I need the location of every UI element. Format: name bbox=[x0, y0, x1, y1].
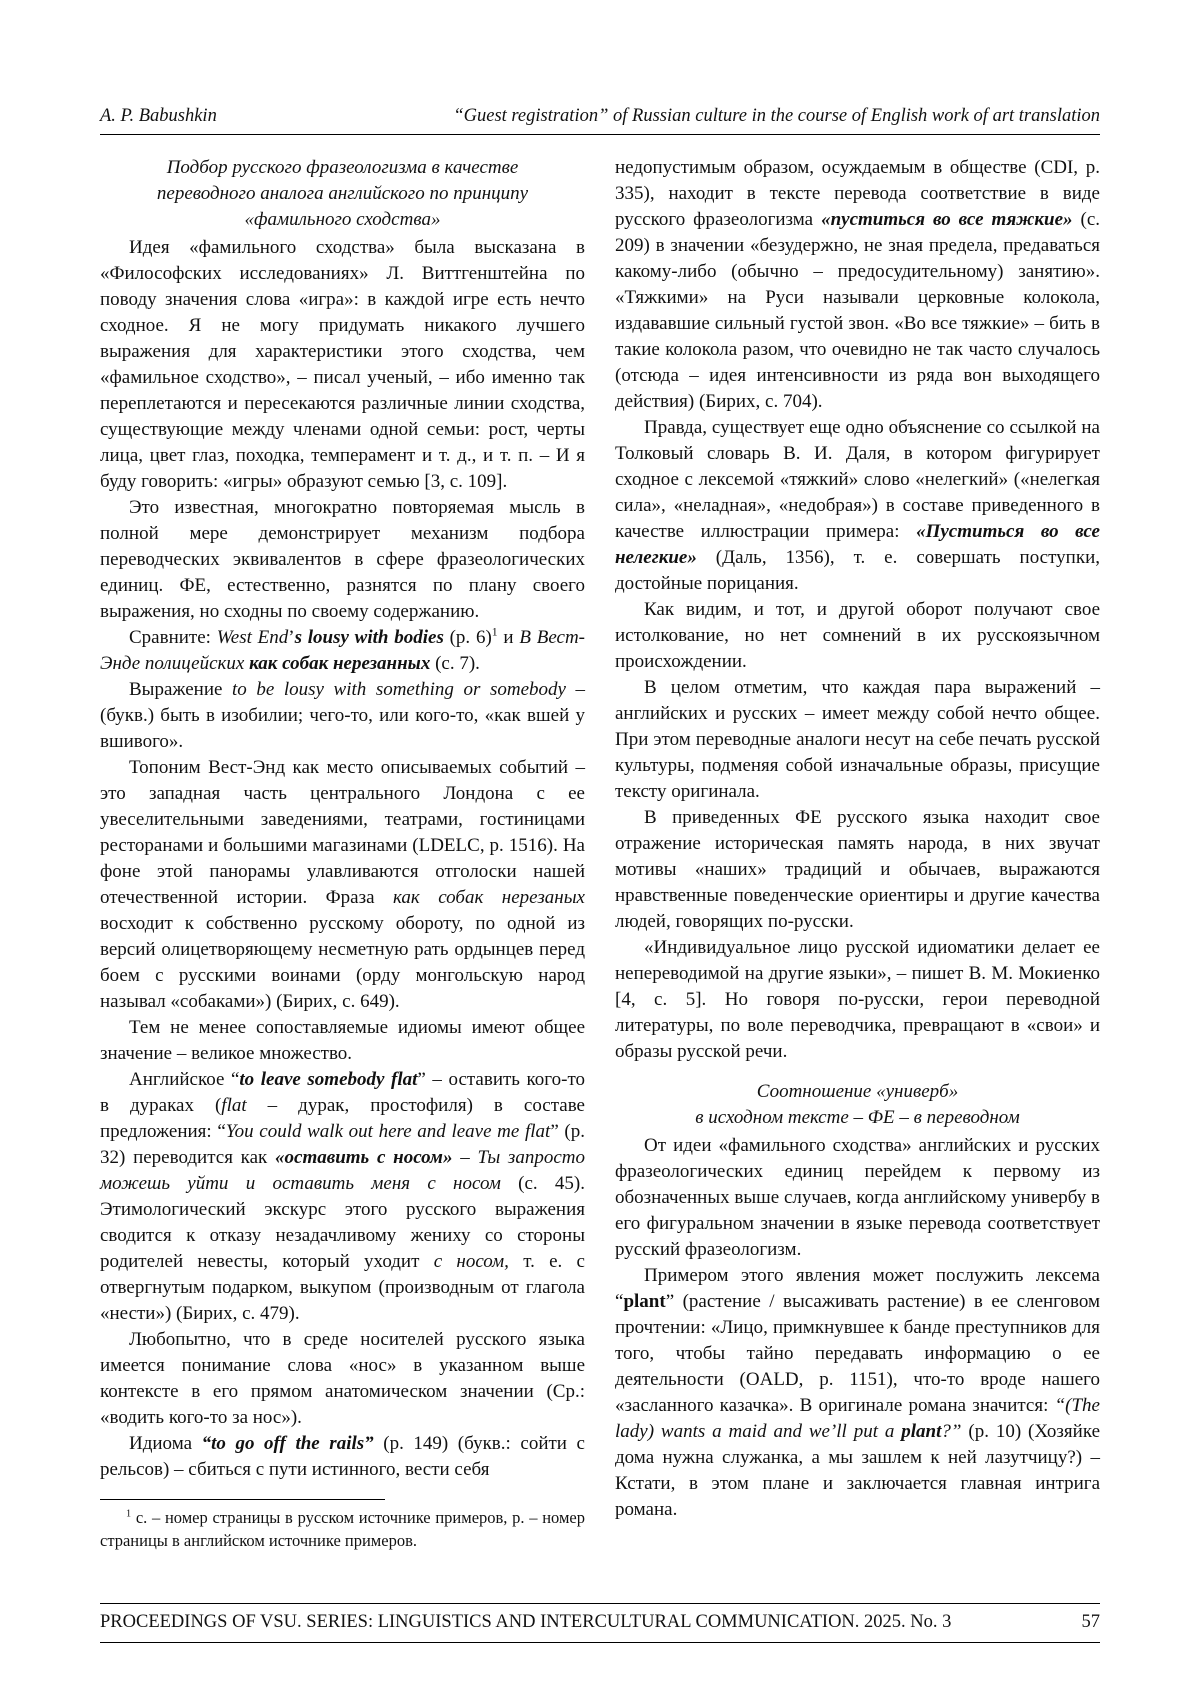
paragraph: Примером этого явления может послужить лексема “plant” (растение / высаживать растение) в ее сленговом прочтении: «Лицо, примкнувшее к банде преступников для того, чтобы тайно передавать информацию о ее деятельности (OALD, р. 1151), что-то вроде нашего «засланного казачка». В оригинале романа значится: “(The lady) wants a maid and we’ll put a plant?” (р. 10) (Хозяйке дома нужна служанка, а мы зашлем к ней лазутчицу?) – Кстати, в этом плане и заключается главная интрига романа. bbox=[615, 1265, 1101, 1520]
paragraph-continuation: недопустимым образом, осуждаемым в обществе (CDI, р. 335), находит в тексте перевода соответствие в виде русского фразеологизма «пуститься во все тяжкие» (с. 209) в значении «безудержно, не зная предела, предаваться какому-либо (обычно – предосудительному) занятию». «Тяжкими» на Руси называли церковные колокола, издававшие сильный густой звон. «Во все тяжкие» – бить в такие колокола разом, что очевидно не так часто случалось (отсюда – идея интенсивности из ряда вон выходящего действия) (Бирих, с. 704). bbox=[615, 157, 1101, 412]
paragraph: «Индивидуальное лицо русской идиоматики делает ее непереводимой на другие языки», – пишет В. М. Мокиенко [4, с. 5]. Но говоря по-русски, герои переводной литературы, по воле переводчика, превращают в «свои» и образы русской речи. bbox=[615, 937, 1100, 1062]
footnote-text: $^1$ с. – номер страницы в русском источнике примеров, р. – номер страницы в английском источнике примеров. bbox=[100, 1508, 585, 1550]
paragraph: Правда, существует еще одно объяснение со ссылкой на Толковый словарь В. И. Даля, в котором фигурирует сходное с лексемой «тяжкий» слово «нелегкий» («нелегкая сила», «неладная», «недобрая») в составе приведенного в качестве иллюстрации примера: «Пуститься во все нелегкие» (Даль, 1356), т. е. совершать поступки, достойные порицания. bbox=[615, 417, 1100, 594]
paragraph: Идея «фамильного сходства» была высказана в «Философских исследованиях» Л. Виттгенштейна по поводу значения слова «игра»: в каждой игре есть нечто сходное. Я не могу придумать никакого лучшего выражения для характеристики этого сходства, чем «фамильное сходство», – писал ученый, – ибо именно так переплетаются и пересекаются различные линии сходства, существующие между членами одной семьи: рост, черты лица, цвет глаз, походка, темперамент и т. д., и т. п. – И я буду говорить: «игры» образуют семью [3, с. 109]. bbox=[100, 237, 585, 492]
running-footer bbox=[100, 1603, 1100, 1643]
footer-journal-line: PROCEEDINGS OF VSU. SERIES: LINGUISTICS AND INTERCULTURAL COMMUNICATION. 2025. No. 3 bbox=[100, 1612, 952, 1632]
running-header bbox=[100, 106, 1100, 135]
header-author: A. P. Babushkin bbox=[100, 106, 217, 126]
paragraph: В приведенных ФЕ русского языка находит свое отражение историческая память народа, в них звучат мотивы «наших» традиций и обычаев, выражаются нравственные поведенческие ориентиры и другие качества людей, говорящих по-русски. bbox=[615, 807, 1100, 932]
paragraph: В целом отметим, что каждая пара выражений – английских и русских – имеет между собой нечто общее. При этом переводные аналоги несут на себе печать русской культуры, подменяя собой изначальные образы, присущие тексту оригинала. bbox=[615, 677, 1100, 802]
paragraph: Топоним Вест-Энд как место описываемых событий – это западная часть центрального Лондона с ее увеселительными заведениями, театрами, гостиницами ресторанами и большими магазинами (LDELC, р. 1516). На фоне этой панорамы улавливаются отголоски нашей отечественной истории. Фраза как собак нерезаных восходит к собственно русскому обороту, по одной из версий олицетворяющему несметную рать ордынцев перед боем с русскими воинами (орду монгольскую народ называл «собаками») (Бирих, с. 649). bbox=[100, 757, 585, 1012]
two-column-body bbox=[100, 155, 1100, 1552]
paragraph: Идиома “to go off the rails” (р. 149) (букв.: сойти с рельсов) – сбиться с пути истинного, вести себя bbox=[100, 1433, 585, 1480]
paragraph: Выражение to be lousy with something or somebody – (букв.) быть в изобилии; чего-то, или кого-то, «как вшей у вшивого». bbox=[100, 679, 586, 752]
paragraph: Тем не менее сопоставляемые идиомы имеют общее значение – великое множество. bbox=[100, 1017, 585, 1064]
section-heading-univerb: Соотношение «универб» в исходном тексте – ФЕ – в переводном bbox=[695, 1081, 1020, 1128]
footnote-separator-rule bbox=[100, 1499, 385, 1500]
left-column bbox=[100, 155, 585, 1552]
footer-page-number: 57 bbox=[1081, 1612, 1100, 1632]
paragraph: Это известная, многократно повторяемая мысль в полной мере демонстрирует механизм подбора переводческих эквивалентов в сфере фразеологических единиц. ФЕ, естественно, разнятся по плану своего выражения, но сходны по своему содержанию. bbox=[100, 497, 585, 622]
footnote-block bbox=[100, 1499, 585, 1552]
paragraph: Любопытно, что в среде носителей русского языка имеется понимание слова «нос» в указанном выше контексте в его прямом анатомическом значении (Ср.: «водить кого-то за нос»). bbox=[100, 1329, 585, 1428]
header-article-title: “Guest registration” of Russian culture in the course of English work of art translation bbox=[453, 106, 1100, 126]
paragraph: Сравните: West End’s lousy with bodies (р. 6)$^1$ и В Вест-Энде полицейских как собак нерезанных (с. 7). bbox=[100, 625, 585, 674]
paragraph: От идеи «фамильного сходства» английских и русских фразеологических единиц перейдем к первому из обозначенных выше случаев, когда английскому универбу в его фигуральном значении в языке перевода соответствует русский фразеологизм. bbox=[615, 1135, 1100, 1260]
right-column bbox=[615, 155, 1100, 1552]
paragraph: Как видим, и тот, и другой оборот получают свое истолкование, но нет сомнений в их русскоязычном происхождении. bbox=[615, 599, 1100, 672]
paragraph: Английское “to leave somebody flat” – оставить кого-то в дураках (flat – дурак, простофиля) в составе предложения: “You could walk out here and leave me flat” (р. 32) переводится как «оставить с носом» – Ты запросто можешь уйти и оставить меня с носом (с. 45). Этимологический экскурс этого русского выражения сводится к отказу незадачливому жениху со стороны родителей невесты, который уходит с носом, т. е. с отвергнутым подарком, выкупом (производным от глагола «нести») (Бирих, с. 479). bbox=[100, 1069, 586, 1324]
section-heading-family-resemblance: Подбор русского фразеологизма в качестве переводного аналога английского по принципу «фамильного сходства» bbox=[156, 157, 529, 230]
